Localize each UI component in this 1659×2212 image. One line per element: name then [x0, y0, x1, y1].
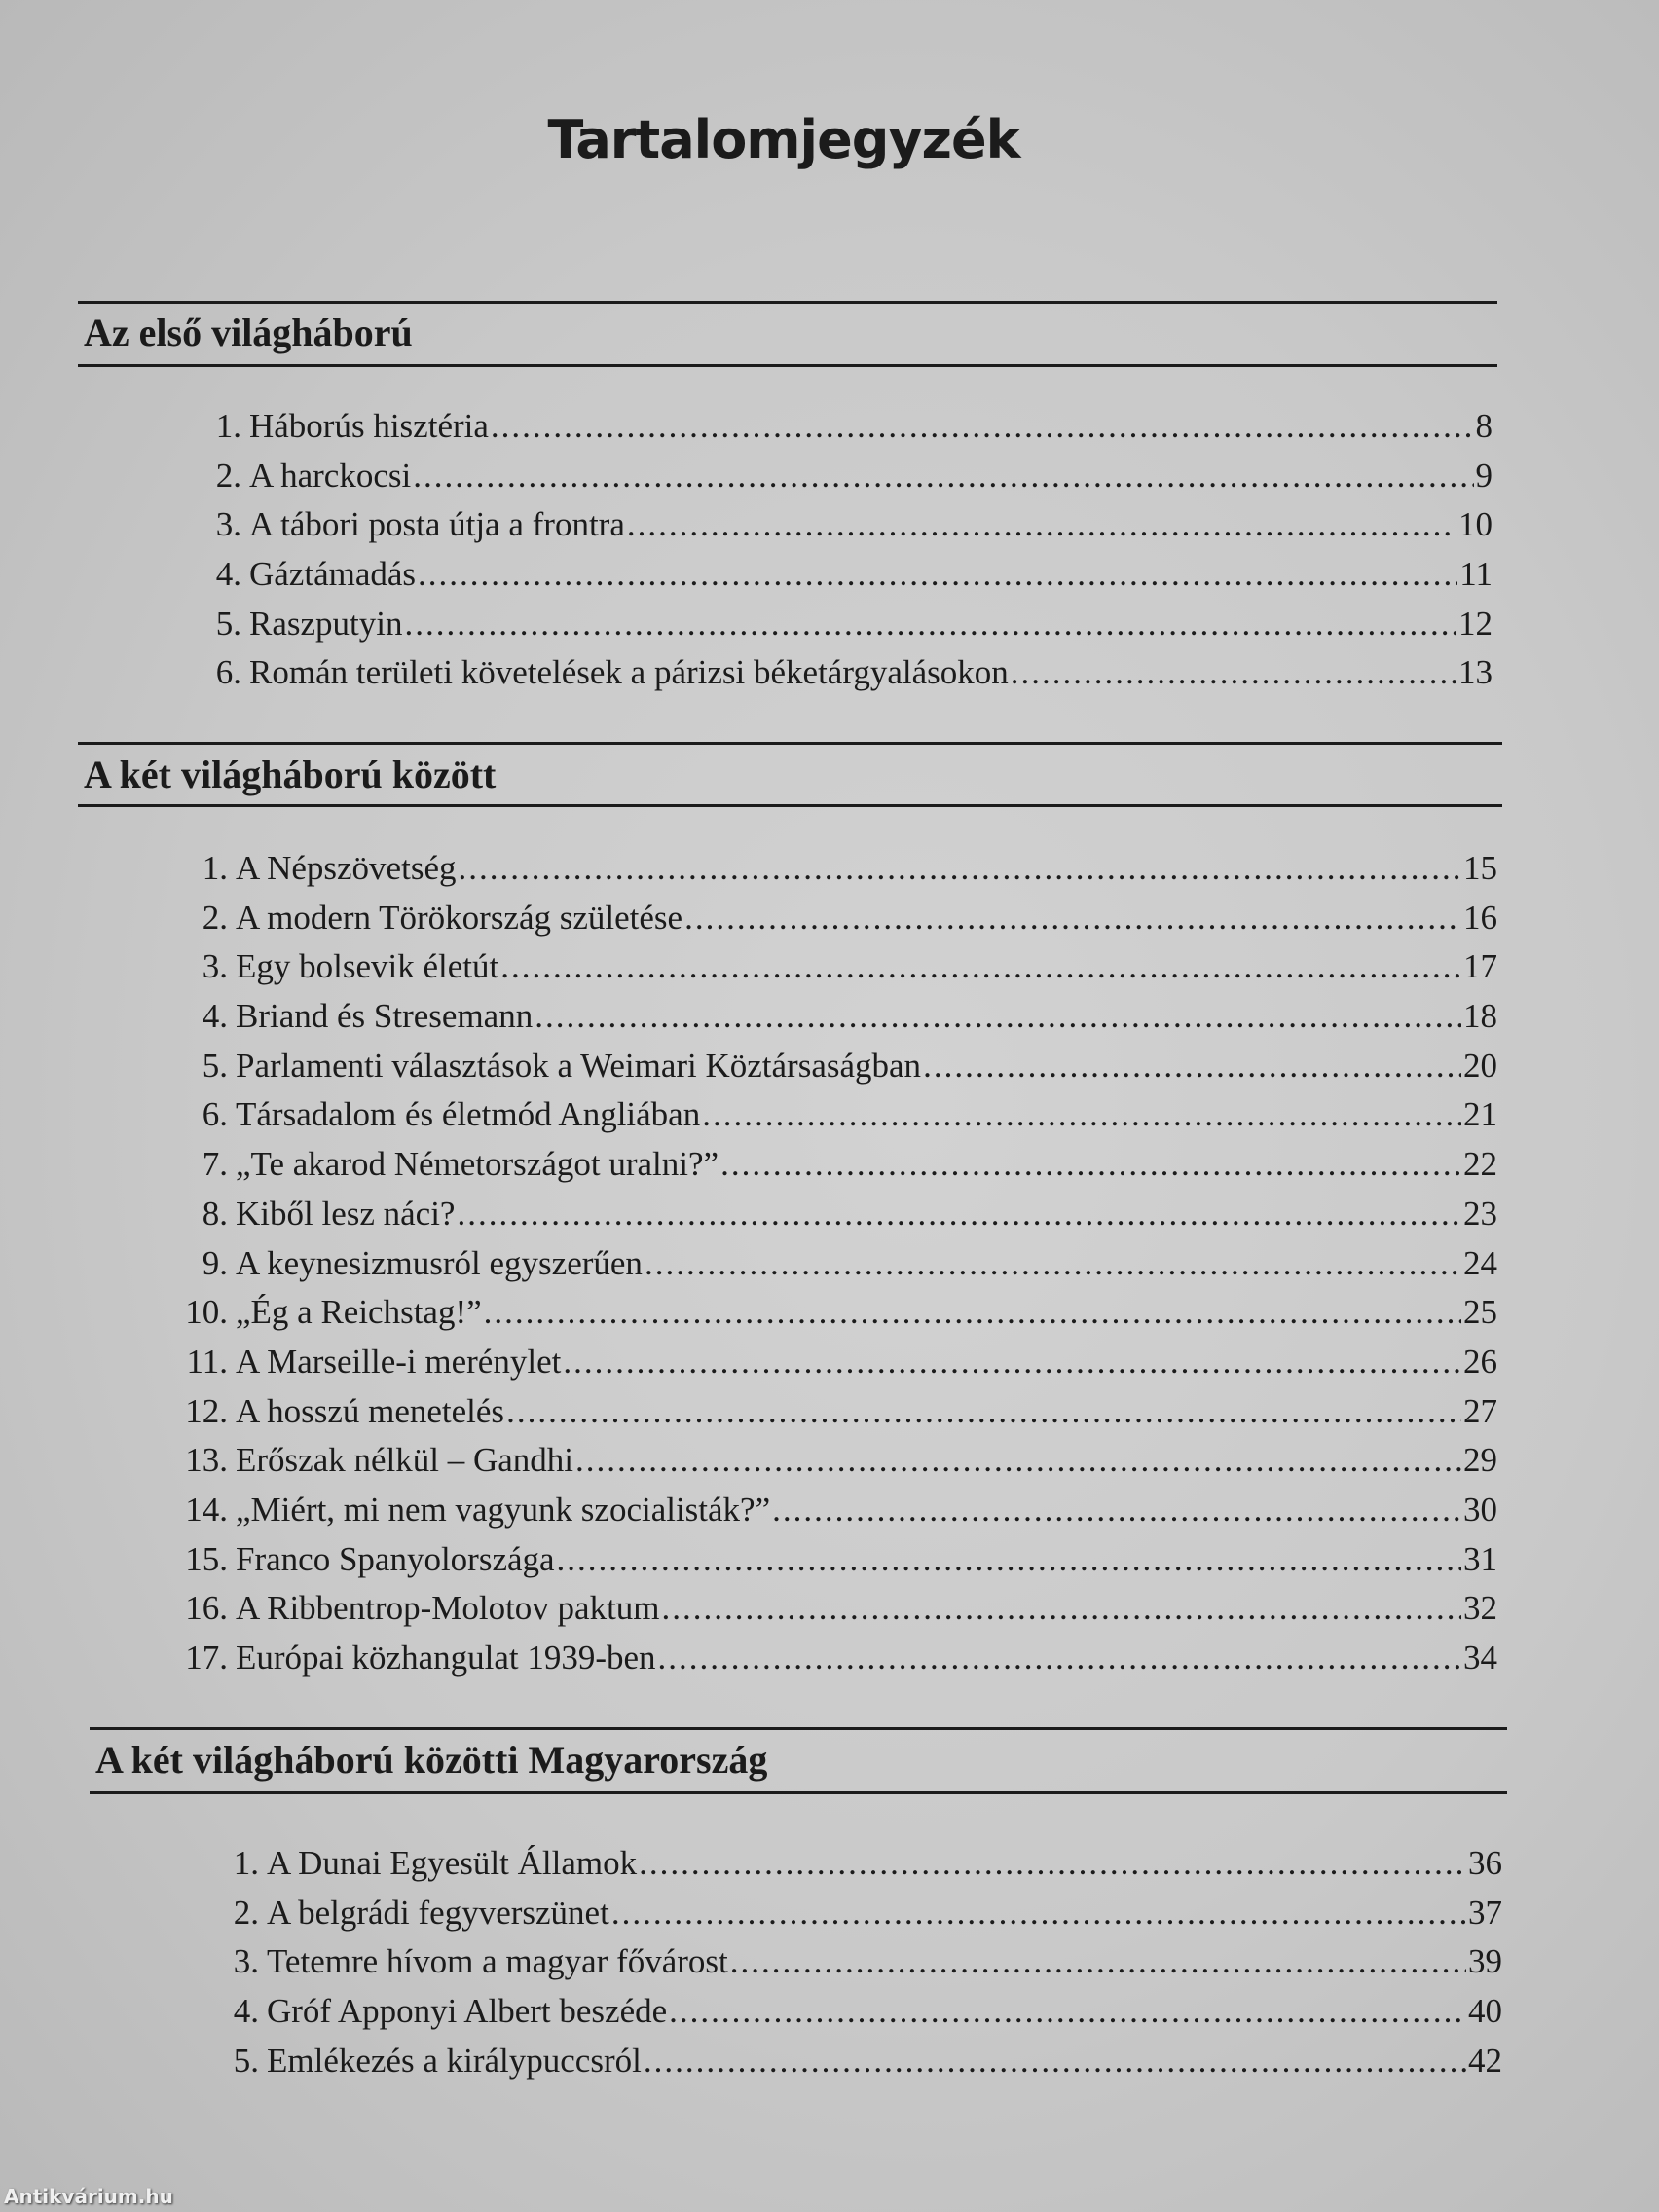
page-title: Tartalomjegyzék — [547, 109, 1020, 170]
entry-title: A keynesizmusról egyszerűen — [236, 1243, 643, 1282]
toc-entry[interactable] — [179, 1441, 1497, 1491]
entry-number: 5. — [233, 2041, 259, 2080]
entry-page-number: 21 — [1463, 1095, 1497, 1134]
entry-page-number: 16 — [1463, 898, 1497, 937]
entry-page-number: 32 — [1463, 1589, 1497, 1628]
dot-leader — [557, 1540, 1461, 1579]
entry-title: „Miért, mi nem vagyunk szocialisták?” — [236, 1490, 771, 1529]
dot-leader — [1011, 653, 1456, 692]
entry-number: 10. — [185, 1293, 228, 1332]
section-heading: Az első világháború — [84, 311, 413, 354]
dot-leader — [662, 1589, 1461, 1628]
dot-leader — [575, 1441, 1461, 1480]
entry-number: 15. — [185, 1539, 228, 1578]
section-top-rule — [78, 742, 1502, 745]
toc-entry[interactable] — [179, 1639, 1497, 1688]
entry-title: Kiből lesz náci? — [236, 1194, 456, 1233]
entry-page-number: 30 — [1463, 1490, 1497, 1529]
dot-leader — [644, 2042, 1466, 2081]
section-bottom-rule — [78, 364, 1497, 367]
entry-page-number: 29 — [1463, 1441, 1497, 1480]
toc-entry[interactable] — [179, 1145, 1497, 1195]
toc-entry[interactable] — [179, 1491, 1497, 1540]
dot-leader — [484, 1293, 1461, 1332]
toc-entry[interactable] — [208, 653, 1493, 703]
entry-title: A hosszú menetelés — [236, 1391, 505, 1430]
entry-title: A belgrádi fegyverszünet — [267, 1893, 609, 1932]
entry-title: A Marseille-i merénylet — [236, 1342, 562, 1381]
toc-entry[interactable] — [179, 1540, 1497, 1590]
toc-entry[interactable] — [179, 1047, 1497, 1096]
toc-entry[interactable] — [179, 947, 1497, 997]
dot-leader — [730, 1942, 1466, 1981]
entry-title: Román területi követelések a párizsi béketárgyalásokon — [249, 653, 1009, 692]
entry-title: Briand és Stresemann — [236, 997, 534, 1036]
entry-title: Franco Spanyolországa — [236, 1539, 555, 1578]
entry-page-number: 39 — [1468, 1942, 1502, 1981]
toc-entry[interactable] — [179, 899, 1497, 948]
entry-title: A Népszövetség — [236, 849, 457, 887]
section-heading: A két világháború között — [84, 753, 497, 796]
toc-entry[interactable] — [226, 1942, 1502, 1992]
entry-page-number: 24 — [1463, 1243, 1497, 1282]
dot-leader — [702, 1095, 1461, 1134]
entry-page-number: 12 — [1458, 604, 1493, 643]
dot-leader — [500, 947, 1461, 986]
entry-number: 1. — [202, 849, 228, 887]
entry-list — [179, 849, 1497, 1688]
watermark: Antikvárium.hu — [4, 2185, 173, 2208]
toc-entry[interactable] — [208, 555, 1493, 605]
entry-number: 7. — [202, 1145, 228, 1184]
toc-entry[interactable] — [208, 605, 1493, 654]
toc-entry[interactable] — [179, 1293, 1497, 1343]
dot-leader — [611, 1894, 1466, 1933]
entry-number: 5. — [202, 1046, 228, 1085]
dot-leader — [418, 555, 1457, 594]
entry-title: Erőszak nélkül – Gandhi — [236, 1441, 573, 1480]
toc-entry[interactable] — [208, 407, 1493, 457]
entry-title: Gróf Apponyi Albert beszéde — [267, 1992, 668, 2031]
dot-leader — [413, 457, 1473, 496]
entry-page-number: 42 — [1468, 2041, 1502, 2080]
entry-page-number: 10 — [1458, 505, 1493, 544]
entry-title: Egy bolsevik életút — [236, 947, 499, 986]
dot-leader — [458, 849, 1461, 888]
entry-number: 2. — [233, 1893, 259, 1932]
entry-page-number: 27 — [1463, 1391, 1497, 1430]
entry-number: 3. — [202, 947, 228, 986]
entry-title: „Ég a Reichstag!” — [236, 1293, 482, 1332]
toc-entry[interactable] — [179, 849, 1497, 899]
entry-number: 14. — [185, 1490, 228, 1529]
toc-entry[interactable] — [208, 505, 1493, 555]
entry-page-number: 34 — [1463, 1639, 1497, 1677]
entry-page-number: 25 — [1463, 1293, 1497, 1332]
entry-number: 2. — [202, 898, 228, 937]
dot-leader — [506, 1392, 1461, 1431]
entry-title: A Ribbentrop-Molotov paktum — [236, 1589, 660, 1628]
entry-number: 12. — [185, 1391, 228, 1430]
dot-leader — [535, 997, 1461, 1036]
entry-title: Gáztámadás — [249, 555, 417, 594]
entry-title: Emlékezés a királypuccsról — [267, 2041, 642, 2080]
entry-title: Társadalom és életmód Angliában — [236, 1095, 701, 1134]
entry-page-number: 22 — [1463, 1145, 1497, 1184]
entry-title: A Dunai Egyesült Államok — [267, 1844, 638, 1882]
dot-leader — [639, 1844, 1466, 1883]
entry-number: 4. — [215, 555, 241, 594]
entry-number: 3. — [233, 1942, 259, 1981]
dot-leader — [772, 1491, 1461, 1530]
entry-page-number: 11 — [1459, 555, 1493, 594]
entry-page-number: 36 — [1468, 1844, 1502, 1882]
toc-entry[interactable] — [179, 1343, 1497, 1392]
entry-title: Háborús hisztéria — [249, 407, 489, 445]
toc-entry[interactable] — [226, 2042, 1502, 2091]
entry-page-number: 37 — [1468, 1893, 1502, 1932]
toc-entry[interactable] — [179, 997, 1497, 1047]
entry-title: Európai közhangulat 1939-ben — [236, 1639, 656, 1677]
entry-number: 13. — [185, 1441, 228, 1480]
entry-number: 6. — [202, 1095, 228, 1134]
entry-page-number: 23 — [1463, 1194, 1497, 1233]
entry-page-number: 20 — [1463, 1046, 1497, 1085]
dot-leader — [720, 1145, 1461, 1184]
entry-page-number: 8 — [1475, 407, 1493, 445]
dot-leader — [627, 505, 1456, 544]
section-top-rule — [78, 301, 1497, 304]
entry-title: Tetemre hívom a magyar fővárost — [267, 1942, 728, 1981]
toc-entry[interactable] — [179, 1392, 1497, 1442]
dot-leader — [491, 407, 1474, 446]
entry-page-number: 31 — [1463, 1539, 1497, 1578]
section-top-rule — [90, 1727, 1507, 1730]
section-heading: A két világháború közötti Magyarország — [95, 1738, 768, 1782]
toc-entry[interactable] — [179, 1589, 1497, 1639]
entry-number: 6. — [215, 653, 241, 692]
entry-number: 1. — [215, 407, 241, 445]
entry-number: 17. — [185, 1639, 228, 1677]
entry-title: Raszputyin — [249, 604, 403, 643]
entry-number: 5. — [215, 604, 241, 643]
entry-page-number: 40 — [1468, 1992, 1502, 2031]
entry-page-number: 18 — [1463, 997, 1497, 1036]
entry-title: Parlamenti választások a Weimari Köztársaságban — [236, 1046, 922, 1085]
entry-title: A tábori posta útja a frontra — [249, 505, 625, 544]
section-bottom-rule — [90, 1791, 1507, 1794]
entry-title: A modern Törökország születése — [236, 898, 683, 937]
toc-entry[interactable] — [226, 1844, 1502, 1894]
dot-leader — [404, 605, 1456, 644]
dot-leader — [563, 1343, 1461, 1382]
entry-number: 8. — [202, 1194, 228, 1233]
toc-entry[interactable] — [226, 1992, 1502, 2042]
entry-title: A harckocsi — [249, 456, 412, 495]
toc-entry[interactable] — [179, 1195, 1497, 1244]
entry-page-number: 17 — [1463, 947, 1497, 986]
dot-leader — [923, 1047, 1461, 1086]
entry-number: 2. — [215, 456, 241, 495]
entry-page-number: 26 — [1463, 1342, 1497, 1381]
dot-leader — [669, 1992, 1466, 2031]
entry-list — [208, 407, 1493, 703]
entry-title: „Te akarod Németországot uralni?” — [236, 1145, 719, 1184]
dot-leader — [645, 1244, 1461, 1283]
toc-entry[interactable] — [179, 1095, 1497, 1145]
entry-number: 9. — [202, 1243, 228, 1282]
entry-list — [226, 1844, 1502, 2090]
entry-number: 1. — [233, 1844, 259, 1882]
toc-entry[interactable] — [179, 1244, 1497, 1294]
entry-number: 11. — [186, 1342, 228, 1381]
entry-page-number: 9 — [1475, 456, 1493, 495]
entry-number: 3. — [215, 505, 241, 544]
toc-entry[interactable] — [208, 457, 1493, 506]
dot-leader — [457, 1195, 1461, 1234]
entry-number: 16. — [185, 1589, 228, 1628]
dot-leader — [658, 1639, 1461, 1677]
entry-number: 4. — [233, 1992, 259, 2031]
entry-page-number: 15 — [1463, 849, 1497, 887]
dot-leader — [684, 899, 1461, 938]
section-bottom-rule — [78, 804, 1502, 807]
entry-number: 4. — [202, 997, 228, 1036]
entry-page-number: 13 — [1458, 653, 1493, 692]
toc-entry[interactable] — [226, 1894, 1502, 1943]
